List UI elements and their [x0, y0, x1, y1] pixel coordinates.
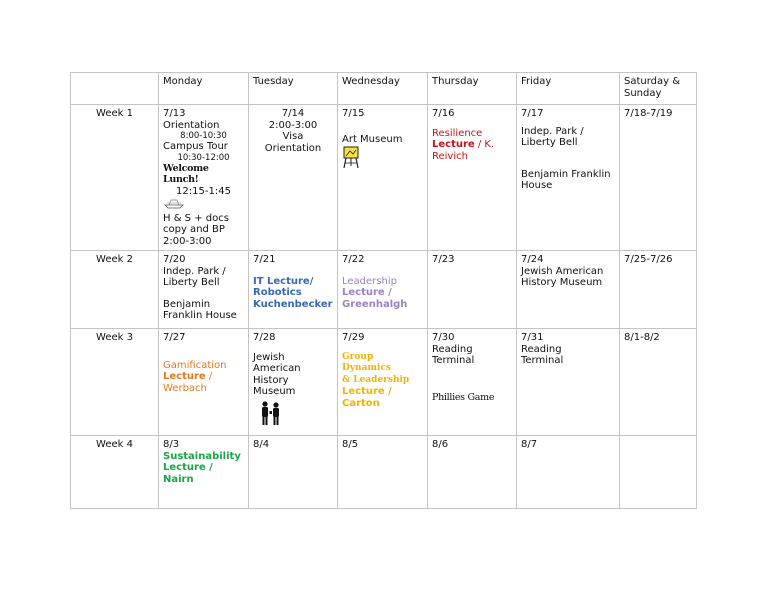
date: 7/22 [342, 254, 365, 265]
date: 7/24 [521, 254, 544, 265]
header-tuesday: Tuesday [249, 73, 338, 105]
lecturer-initial: / K. [474, 139, 495, 150]
week2-weekend-cell: 7/25-7/26 [620, 251, 697, 329]
date: 7/28 [253, 332, 276, 343]
line2: Lecture / [342, 287, 392, 298]
week3-row [71, 329, 697, 436]
line3: Benjamin [163, 298, 211, 310]
week4-tuesday-cell: 8/4 [249, 436, 338, 509]
lecturer: Reivich [432, 150, 468, 162]
line1: Sustainability [163, 450, 241, 462]
tour-time: 10:30-12:00 [177, 152, 230, 163]
line1: Leadership [342, 275, 397, 287]
event: Art Museum [342, 133, 403, 145]
date: 7/14 [281, 108, 305, 119]
line2: Robotics [253, 287, 302, 298]
week1-label: Week 1 [71, 105, 159, 251]
line1: Group Dynamics [342, 351, 391, 373]
line3: Nairn [163, 473, 194, 485]
week3-weekend-cell: 8/1-8/2 [620, 329, 697, 436]
line1: Indep. Park / [163, 265, 226, 277]
line1: IT Lecture/ [253, 275, 314, 287]
week3-thursday-cell [428, 329, 517, 436]
line1: Gamification [163, 359, 227, 371]
header-thursday: Thursday [428, 73, 517, 105]
week1-thursday-cell [428, 105, 517, 251]
week3-wednesday-cell [338, 329, 428, 436]
week2-row [71, 251, 697, 329]
welcome-lunch: Welcome Lunch! [163, 162, 209, 185]
copy-bp: copy and BP [163, 224, 225, 235]
hs-docs: H & S + docs [163, 212, 229, 224]
header-monday: Monday [159, 73, 249, 105]
week2-monday-cell [159, 251, 249, 329]
line3: Benjamin Franklin [521, 168, 611, 180]
lecture-word: Lecture [432, 139, 475, 150]
line1: Indep. Park / [521, 125, 584, 137]
date: 7/13 [163, 108, 186, 119]
header-weekend: Saturday & Sunday [620, 73, 697, 105]
week4-monday-cell [159, 436, 249, 509]
line1: Jewish American [253, 351, 301, 374]
header-wednesday: Wednesday [338, 73, 428, 105]
line3: Werbach [163, 382, 207, 394]
date: 8/3 [163, 439, 180, 450]
line2: Terminal [521, 355, 564, 366]
easel-painting-icon [342, 145, 360, 173]
lecture-word: Lecture [163, 371, 206, 382]
phillies-game: Phillies Game [432, 391, 495, 403]
line1: Jewish American [521, 265, 604, 277]
date: 7/17 [521, 108, 544, 119]
line2: Liberty Bell [521, 137, 578, 148]
date: 7/21 [253, 254, 276, 265]
boat-sketch-icon [163, 197, 185, 213]
people-silhouette-icon [259, 400, 283, 430]
line2: History Museum [521, 277, 603, 288]
event: Visa Orientation [264, 131, 322, 154]
header-friday: Friday [517, 73, 620, 105]
date: 7/30 [432, 332, 455, 343]
week2-friday-cell [517, 251, 620, 329]
line4: Franklin House [163, 310, 237, 321]
week1-weekend-cell: 7/18-7/19 [620, 105, 697, 251]
date: 7/29 [342, 332, 365, 343]
week3-friday-cell [517, 329, 620, 436]
header-corner [71, 73, 159, 105]
date: 7/16 [432, 108, 455, 119]
week4-weekend-cell [620, 436, 697, 509]
week2-tuesday-cell [249, 251, 338, 329]
week4-friday-cell: 8/7 [517, 436, 620, 509]
date: 7/31 [521, 332, 544, 343]
copy-time: 2:00-3:00 [163, 235, 212, 247]
line4: Carton [342, 397, 380, 409]
line2: Liberty Bell [163, 277, 220, 288]
week2-thursday-cell: 7/23 [428, 251, 517, 329]
line3: Kuchenbecker [253, 298, 333, 310]
week2-wednesday-cell [338, 251, 428, 329]
week4-label: Week 4 [71, 436, 159, 509]
resilience: Resilience [432, 127, 483, 139]
date: 7/27 [163, 332, 186, 343]
campus-tour: Campus Tour [163, 141, 228, 152]
line2: Terminal [432, 355, 475, 366]
week3-label: Week 3 [71, 329, 159, 436]
week4-thursday-cell: 8/6 [428, 436, 517, 509]
schedule-table [70, 72, 697, 509]
date: 7/20 [163, 254, 186, 265]
week1-friday-cell [517, 105, 620, 251]
week3-monday-cell [159, 329, 249, 436]
week1-monday-cell [159, 105, 249, 251]
time: 2:00-3:00 [268, 119, 318, 131]
line2: & Leadership [342, 374, 410, 385]
orientation: Orientation [163, 119, 220, 131]
slash: / [205, 371, 213, 382]
week2-label: Week 2 [71, 251, 159, 329]
line1: Reading [432, 343, 473, 355]
week4-row [71, 436, 697, 509]
date: 7/15 [342, 108, 365, 119]
week1-tuesday-cell [249, 105, 338, 251]
line2: Lecture / [163, 462, 213, 473]
week1-wednesday-cell [338, 105, 428, 251]
line2: History Museum [253, 374, 296, 397]
line3: Greenhalgh [342, 298, 408, 310]
line3: Lecture / [342, 386, 392, 397]
line1: Reading [521, 343, 562, 355]
orientation-time: 8:00-10:30 [180, 131, 227, 141]
line4: House [521, 180, 553, 191]
lunch-time: 12:15-1:45 [176, 185, 231, 197]
week1-row [71, 105, 697, 251]
week4-wednesday-cell: 8/5 [338, 436, 428, 509]
week3-tuesday-cell [249, 329, 338, 436]
header-row [71, 73, 697, 105]
